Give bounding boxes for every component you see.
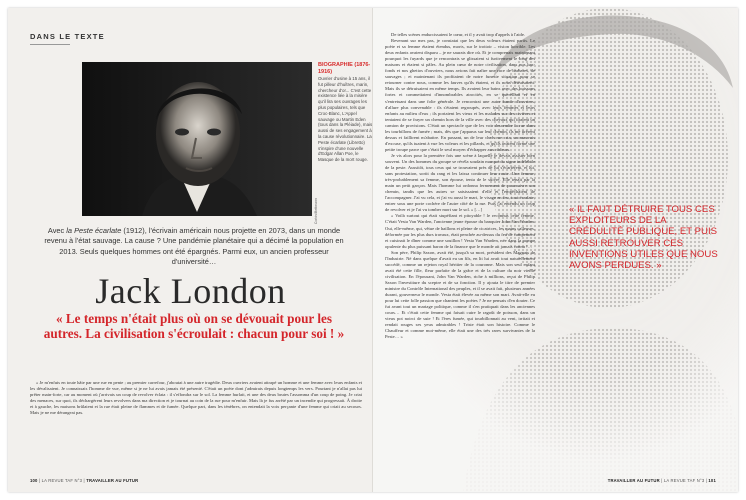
left-page: [8, 8, 373, 492]
folio-right-magazine: | LA REVUE TAF N°3 |: [659, 478, 709, 483]
folio-right: [608, 478, 716, 483]
right-body-paragraph-2: Revenant sur mes pas, je constatai que les deux voleurs étaient partis. Le poète et sa femme étaient étendus, morts, sur le trottoir – vision horrible. Les deux enfants avaient disparu – je ne saurais dire où. Et je comprenais maintenant pourquoi les fuyards que je rencontrais se glissaient si furtivement le long des maisons et étaient si pâles. Au plein cœur de notre civilisation, dans nos bas-fonds et nos ghettos d'ouvriers, nous avions fait naître une race de barbares, de sauvages ; et maintenant ils profitaient de notre funeste situation pour se retourner contre nous, comme les fauves qu'ils étaient, et ils nous détruisaient. Mais ils se détruisaient en même temps. Ils avaient leur bains avec des boissons fortes et commettaient d'innombrables atrocités, en se querellant et en s'entretuant dans une folie générale. Je rencontrai une autre bande d'ouvriers, d'allure plus convenable : ils s'étaient regroupés, avec leurs femmes et leurs enfants au milieu d'eux ; ils portaient les vieux et les malades sur des civières et tentaient de se frayer un chemin hors de la ville avec des chevaux qui tiraient un camion de provisions. C'était un spectacle que de les voir descendre la rue dans les tourbillons de fumée ; mais, dès que j'apparus sur leur chemin, ils me tirèrent dessus et faillirent m'abattre. En passant, un de leur chefs me cria, un mauvais d'excuse, qu'ils tuaient à vue les voleurs et les pillards, et qu'ils avaient formé une petite troupe parce que c'était le seul moyen d'échapper aux rôdeurs.: [385, 38, 535, 152]
folio-left-page-number: 100: [30, 478, 38, 483]
portrait-illustration: [82, 62, 312, 216]
folio-left-magazine: | LA REVUE TAF N°3 |: [37, 478, 87, 483]
intro-prefix: Avec: [47, 226, 67, 235]
right-body-paragraph-1: De telles scènes endurcissaient le cœur, et il y avait trop d'appels à l'aide.: [391, 32, 526, 37]
photo-credit: Corbis/Bettmann: [314, 198, 318, 225]
kicker-rule: [30, 44, 70, 45]
author-portrait-photo: [82, 62, 312, 216]
biography-text: Ouvrier d'usine à 15 ans, il fut pilleur d'huîtres, marin, chercheur d'or... C'est cette existence liée à la misère qu'il lira ses ouvrages les plus populaires, tels que Croc-Blanc, L'Appel sauvage ou Martin Eden (tous dans la Pléiade), mais aussi de ses engagement à la cause révolutionnaire. La Peste écarlate (Libretto) s'inspire d'une nouvelle d'Edgar Allan Poe, le Masque de la mort rouge.: [318, 76, 373, 163]
intro-paragraph: [36, 226, 352, 268]
pull-quote: « IL FAUT DÉTRUIRE TOUS CES EXPLOITEURS DE LA CRÉDULITÉ PUBLIQUE, ET PUIS AUSSI RETROUVER CES INVENTIONS UTILES QUE NOUS AVONS PERDUES. »: [569, 204, 718, 272]
intro-book-title: la Peste écarlate: [66, 226, 122, 235]
right-body-paragraph-5: Son père, Philip Saxon, avait été, jusqu'à sa mort, président des Magnats de l'Industrie. Né dans quelque d'avait eu un fils, en lit lui avait tout naturellement succédé, comme un rejeton royal héritier de la couronne. Mais son seul enfant avait été cette fille, fleur parfaite de la grâce et de la culture du noir vieille civilisation. En l'épousant, John Van Warden, riche à millions, reçut de Philip Saxon l'investiture du sceptre et de sa fonction. Il y ajouta le titre de premier ministre du Contrôle International des peuples, et il se avait fait, plusieurs années durant, gouverneur le monde. Vesta était élevée au même son mari. Avait-elle eu pour lui cette folle passion que chantent les poètes ? Je ne pensais d'en douter. Ce fut avant tout un mariage politique, comme il s'en pratiquait dans les anciennes cours… Et c'était cette femme qui faisait cuire le ragoût de poisson, dans un vieux pot noirci de suie ! Et l'ères fumée, qui tourbillonnait au vent, irritait et rendait rouges ses yeux admirables ! Triste était son histoire. Comme le Chauffeur et comme moi-même, elle était une des très rares survivantes de la Peste… »: [385, 249, 535, 340]
biography-sidebar: [318, 62, 373, 163]
author-headline: Jack London: [95, 271, 286, 311]
right-body-paragraph-4: « Voilà surtout qui était stupéfiant et pitoyable ! le reconnus cette femme. C'était Vesta Van Warden, l'ancienne jeune épouse du banquier John Van Warden. Oui, elle-même, qui, vêtue de haillons et pleine de cicatrices, les mains calleuses, déformée par les plus durs travaux, était penchée au-dessus du feu de campement et cuisinait le dîner comme une souillon ! Vesta Van Warden, née dans la pompe opulente du plus puissant baron de la finance que le monde ait jamais connu !…: [385, 213, 535, 249]
folio-left-section: TRAVAILLER AU FUTUR: [86, 478, 139, 483]
left-body-text: [30, 380, 362, 416]
folio-left: [30, 478, 138, 483]
folio-right-section: TRAVAILLER AU FUTUR: [607, 478, 660, 483]
section-kicker: DANS LE TEXTE: [30, 32, 105, 41]
right-body-paragraph-3: Je vis alors pour la première fois une scène à laquelle je devais assister bien souvent. Un des hommes du groupe se révéla soudain marqué du signe indélébile de la peste. Aussitôt, tous ceux qui se trouvaient près de lui s'écartèrent, et lui, sans protestation, sortit du rang et les laissa continuer leur route. Une femme, très-probablement sa femme, son épouse, tenta de le suivre. Elle tenait par la main un petit garçon. Mais l'homme lui ordonna fermement de poursuivre son chemin, tandis que les autres se saisissaient d'elle et l'empêchaient de l'accompagner. J'ai vu cela, et j'ai vu aussi le mari, le visage en feu, tout écarlate, entrer sous une porte cochère de l'autre côté de la rue. Puis j'ai entendu un coup de revolver et je l'ai vu tomber mort sur le sol. » […]: [385, 152, 535, 213]
folio-right-page-number: 101: [708, 478, 716, 483]
left-body-paragraph: « Je m'enfuis en toute hâte par une rue en pente ; au premier carrefour, j'aboutai à une autre tragédie. Deux ouvriers avaient attrapé un homme et une femme avec leurs enfants et les dévalisaient. Je connaissais l'homme de vue, même si je ne lui avais jamais été présenté. C'était un poète dont j'admirais depuis longtemps les vers. Pourtant je n'allai pas lui prêter main-forte, car au moment où j'arrivais un coup de revolver éclata : il s'effondra sur le sol. La femme hurlait, et une des deux brutes l'assomma d'un coup de poing. Je criai des menaces, sur quoi, ils déchargèrent leurs revolvers dans ma direction et je tournai au coin de la rue pour m'enfuir. Mais là je fus arrêté par un incendie qui progressait. À droite et à gauche, les maisons brûlaient et la rue était pleine de flammes et de fumée. Quelque part, dans les ténèbres, on entendait la voix perçante d'une femme qui criait au secours. Mais je ne me dérangeai pas.: [30, 380, 362, 416]
headline-quote: « Le temps n'était plus où on se dévouait pour les autres. La civilisation s'écroulait : chacun pour soi ! »: [43, 311, 345, 342]
right-page: [373, 8, 738, 492]
biography-title: BIOGRAPHIE (1876-1916): [318, 62, 371, 75]
right-body-text: [385, 32, 535, 340]
magazine-spread: [8, 8, 738, 492]
intro-text: (1912), l'écrivain américain nous projette en 2073, dans un monde revenu à l'état sauvage. La cause ? Une pandémie planétaire qui a décimé la population en 2013. Seuls quelques hommes ont été épargnés. Parmi eux, un ancien professeur d'université…: [44, 226, 344, 267]
